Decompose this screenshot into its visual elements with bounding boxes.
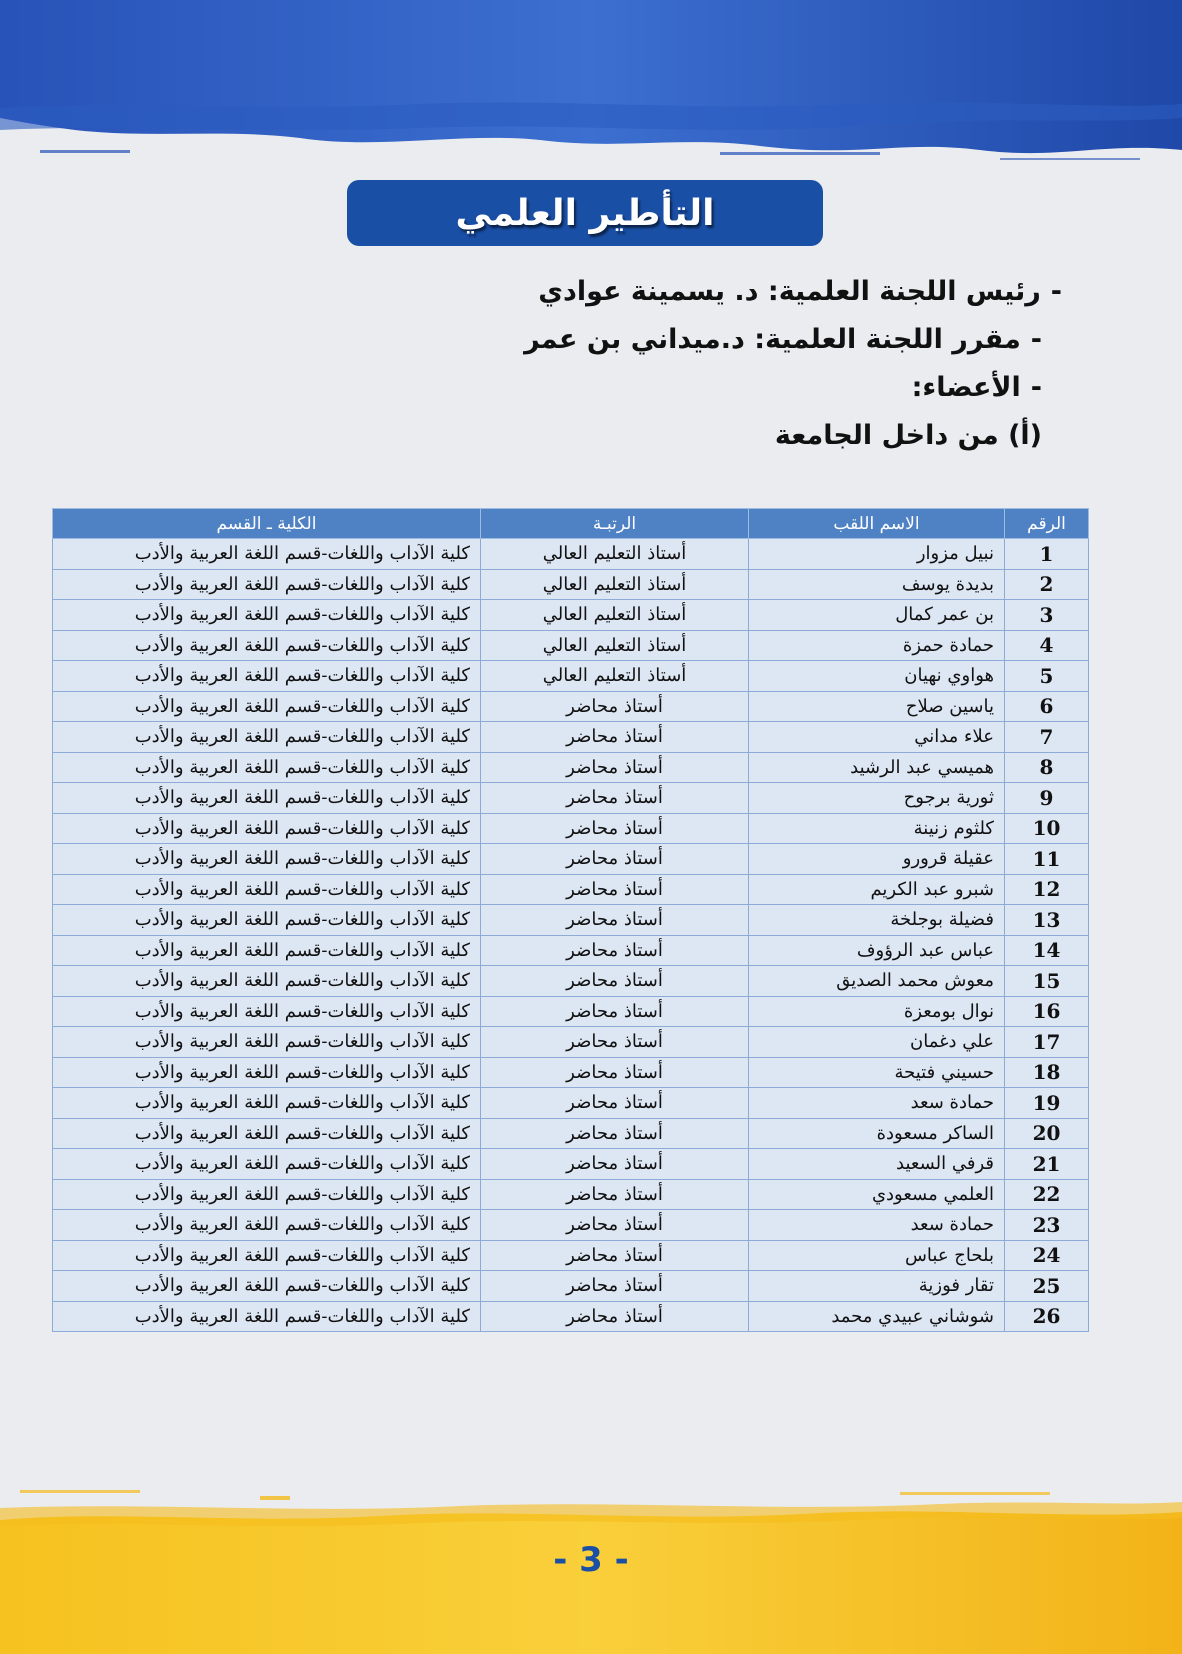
- rank-cell: أستاذ محاضر: [481, 691, 749, 722]
- table-row: [53, 569, 1089, 600]
- name-cell: بديدة يوسف: [749, 569, 1005, 600]
- department-cell: كلية الآداب واللغات-قسم اللغة العربية والأدب: [53, 996, 481, 1027]
- number-cell: 18: [1005, 1057, 1089, 1088]
- committee-section-label: (أ) من داخل الجامعة: [774, 420, 1042, 451]
- members-table: [52, 508, 1089, 1332]
- bullet-dash: -: [1030, 372, 1042, 403]
- department-cell: كلية الآداب واللغات-قسم اللغة العربية والأدب: [53, 1149, 481, 1180]
- name-cell: علي دغمان: [749, 1027, 1005, 1058]
- rank-cell: أستاذ محاضر: [481, 1240, 749, 1271]
- table-row: [53, 1301, 1089, 1332]
- name-cell: حمادة سعد: [749, 1210, 1005, 1241]
- table-header-row: [53, 509, 1089, 539]
- table-row: [53, 783, 1089, 814]
- name-cell: هميسي عبد الرشيد: [749, 752, 1005, 783]
- name-cell: ثورية برجوح: [749, 783, 1005, 814]
- page-title-banner: [347, 180, 823, 246]
- rank-cell: أستاذ محاضر: [481, 1057, 749, 1088]
- table-row: [53, 600, 1089, 631]
- department-cell: كلية الآداب واللغات-قسم اللغة العربية والأدب: [53, 813, 481, 844]
- rank-cell: أستاذ محاضر: [481, 1088, 749, 1119]
- department-cell: كلية الآداب واللغات-قسم اللغة العربية والأدب: [53, 539, 481, 570]
- number-cell: 7: [1005, 722, 1089, 753]
- committee-rapporteur-text: مقرر اللجنة العلمية: د.ميداني بن عمر: [524, 324, 1021, 355]
- number-cell: 6: [1005, 691, 1089, 722]
- name-cell: هواوي نهيان: [749, 661, 1005, 692]
- rank-cell: أستاذ محاضر: [481, 935, 749, 966]
- rank-cell: أستاذ التعليم العالي: [481, 539, 749, 570]
- department-cell: كلية الآداب واللغات-قسم اللغة العربية والأدب: [53, 600, 481, 631]
- department-cell: كلية الآداب واللغات-قسم اللغة العربية والأدب: [53, 905, 481, 936]
- rank-cell: أستاذ التعليم العالي: [481, 630, 749, 661]
- rank-cell: أستاذ محاضر: [481, 966, 749, 997]
- number-cell: 17: [1005, 1027, 1089, 1058]
- name-cell: عقيلة قرورو: [749, 844, 1005, 875]
- table-row: [53, 1057, 1089, 1088]
- name-cell: الساكر مسعودة: [749, 1118, 1005, 1149]
- table-row: [53, 1118, 1089, 1149]
- name-cell: معوش محمد الصديق: [749, 966, 1005, 997]
- rank-cell: أستاذ محاضر: [481, 783, 749, 814]
- page-number: - 3 -: [553, 1540, 629, 1580]
- number-cell: 4: [1005, 630, 1089, 661]
- top-brush-banner: [0, 0, 1182, 190]
- number-cell: 14: [1005, 935, 1089, 966]
- rank-cell: أستاذ محاضر: [481, 752, 749, 783]
- number-cell: 22: [1005, 1179, 1089, 1210]
- number-cell: 2: [1005, 569, 1089, 600]
- page-title: التأطير العلمي: [455, 192, 715, 234]
- table-row: [53, 630, 1089, 661]
- name-cell: العلمي مسعودي: [749, 1179, 1005, 1210]
- department-cell: كلية الآداب واللغات-قسم اللغة العربية والأدب: [53, 691, 481, 722]
- number-cell: 11: [1005, 844, 1089, 875]
- department-cell: كلية الآداب واللغات-قسم اللغة العربية والأدب: [53, 1057, 481, 1088]
- number-cell: 19: [1005, 1088, 1089, 1119]
- table-row: [53, 752, 1089, 783]
- department-cell: كلية الآداب واللغات-قسم اللغة العربية والأدب: [53, 661, 481, 692]
- name-cell: بلحاج عباس: [749, 1240, 1005, 1271]
- table-row: [53, 1088, 1089, 1119]
- committee-members-label-text: الأعضاء:: [911, 372, 1021, 403]
- committee-chair: [524, 268, 1062, 316]
- rank-cell: أستاذ محاضر: [481, 844, 749, 875]
- department-cell: كلية الآداب واللغات-قسم اللغة العربية والأدب: [53, 1088, 481, 1119]
- committee-rapporteur: [524, 316, 1042, 364]
- rank-cell: أستاذ التعليم العالي: [481, 600, 749, 631]
- number-cell: 21: [1005, 1149, 1089, 1180]
- number-cell: 25: [1005, 1271, 1089, 1302]
- members-table-body: [53, 539, 1089, 1332]
- table-row: [53, 1210, 1089, 1241]
- number-cell: 1: [1005, 539, 1089, 570]
- column-header-name: الاسم اللقب: [749, 509, 1005, 539]
- department-cell: كلية الآداب واللغات-قسم اللغة العربية والأدب: [53, 1240, 481, 1271]
- column-header-department: الكلية ـ القسم: [53, 509, 481, 539]
- department-cell: كلية الآداب واللغات-قسم اللغة العربية والأدب: [53, 722, 481, 753]
- department-cell: كلية الآداب واللغات-قسم اللغة العربية والأدب: [53, 1271, 481, 1302]
- name-cell: حمادة سعد: [749, 1088, 1005, 1119]
- number-cell: 9: [1005, 783, 1089, 814]
- number-cell: 26: [1005, 1301, 1089, 1332]
- number-cell: 5: [1005, 661, 1089, 692]
- number-cell: 23: [1005, 1210, 1089, 1241]
- department-cell: كلية الآداب واللغات-قسم اللغة العربية والأدب: [53, 844, 481, 875]
- bullet-dash: -: [1030, 324, 1042, 355]
- name-cell: حمادة حمزة: [749, 630, 1005, 661]
- name-cell: علاء مداني: [749, 722, 1005, 753]
- table-row: [53, 722, 1089, 753]
- rank-cell: أستاذ محاضر: [481, 996, 749, 1027]
- column-header-rank: الرتبـة: [481, 509, 749, 539]
- table-row: [53, 1149, 1089, 1180]
- bullet-dash: -: [1050, 276, 1062, 307]
- table-row: [53, 844, 1089, 875]
- table-row: [53, 661, 1089, 692]
- table-row: [53, 966, 1089, 997]
- number-cell: 20: [1005, 1118, 1089, 1149]
- number-cell: 13: [1005, 905, 1089, 936]
- name-cell: حسيني فتيحة: [749, 1057, 1005, 1088]
- rank-cell: أستاذ محاضر: [481, 905, 749, 936]
- name-cell: نبيل مزوار: [749, 539, 1005, 570]
- rank-cell: أستاذ محاضر: [481, 1179, 749, 1210]
- number-cell: 15: [1005, 966, 1089, 997]
- table-row: [53, 691, 1089, 722]
- number-cell: 16: [1005, 996, 1089, 1027]
- rank-cell: أستاذ محاضر: [481, 874, 749, 905]
- rank-cell: أستاذ محاضر: [481, 1027, 749, 1058]
- name-cell: شوشاني عبيدي محمد: [749, 1301, 1005, 1332]
- number-cell: 3: [1005, 600, 1089, 631]
- table-row: [53, 874, 1089, 905]
- rank-cell: أستاذ محاضر: [481, 1118, 749, 1149]
- rank-cell: أستاذ محاضر: [481, 813, 749, 844]
- department-cell: كلية الآداب واللغات-قسم اللغة العربية والأدب: [53, 1118, 481, 1149]
- department-cell: كلية الآداب واللغات-قسم اللغة العربية والأدب: [53, 966, 481, 997]
- department-cell: كلية الآداب واللغات-قسم اللغة العربية والأدب: [53, 935, 481, 966]
- name-cell: بن عمر كمال: [749, 600, 1005, 631]
- table-row: [53, 539, 1089, 570]
- committee-members-label: [524, 364, 1042, 412]
- department-cell: كلية الآداب واللغات-قسم اللغة العربية والأدب: [53, 1301, 481, 1332]
- number-cell: 10: [1005, 813, 1089, 844]
- number-cell: 12: [1005, 874, 1089, 905]
- department-cell: كلية الآداب واللغات-قسم اللغة العربية والأدب: [53, 752, 481, 783]
- name-cell: قرفي السعيد: [749, 1149, 1005, 1180]
- name-cell: ياسين صلاح: [749, 691, 1005, 722]
- table-row: [53, 905, 1089, 936]
- rank-cell: أستاذ محاضر: [481, 1149, 749, 1180]
- column-header-number: الرقم: [1005, 509, 1089, 539]
- table-row: [53, 1027, 1089, 1058]
- name-cell: شبرو عبد الكريم: [749, 874, 1005, 905]
- table-row: [53, 1240, 1089, 1271]
- name-cell: نوال بومعزة: [749, 996, 1005, 1027]
- rank-cell: أستاذ محاضر: [481, 722, 749, 753]
- department-cell: كلية الآداب واللغات-قسم اللغة العربية والأدب: [53, 1027, 481, 1058]
- name-cell: عباس عبد الرؤوف: [749, 935, 1005, 966]
- rank-cell: أستاذ محاضر: [481, 1271, 749, 1302]
- department-cell: كلية الآداب واللغات-قسم اللغة العربية والأدب: [53, 630, 481, 661]
- committee-info: [524, 268, 1062, 460]
- department-cell: كلية الآداب واللغات-قسم اللغة العربية والأدب: [53, 569, 481, 600]
- committee-chair-text: رئيس اللجنة العلمية: د. يسمينة عوادي: [538, 276, 1041, 307]
- name-cell: فضيلة بوجلخة: [749, 905, 1005, 936]
- name-cell: تقار فوزية: [749, 1271, 1005, 1302]
- table-row: [53, 1179, 1089, 1210]
- department-cell: كلية الآداب واللغات-قسم اللغة العربية والأدب: [53, 874, 481, 905]
- rank-cell: أستاذ التعليم العالي: [481, 569, 749, 600]
- rank-cell: أستاذ التعليم العالي: [481, 661, 749, 692]
- table-row: [53, 1271, 1089, 1302]
- rank-cell: أستاذ محاضر: [481, 1301, 749, 1332]
- rank-cell: أستاذ محاضر: [481, 1210, 749, 1241]
- department-cell: كلية الآداب واللغات-قسم اللغة العربية والأدب: [53, 1210, 481, 1241]
- table-row: [53, 935, 1089, 966]
- table-row: [53, 813, 1089, 844]
- number-cell: 24: [1005, 1240, 1089, 1271]
- number-cell: 8: [1005, 752, 1089, 783]
- department-cell: كلية الآداب واللغات-قسم اللغة العربية والأدب: [53, 1179, 481, 1210]
- department-cell: كلية الآداب واللغات-قسم اللغة العربية والأدب: [53, 783, 481, 814]
- name-cell: كلثوم زنينة: [749, 813, 1005, 844]
- table-row: [53, 996, 1089, 1027]
